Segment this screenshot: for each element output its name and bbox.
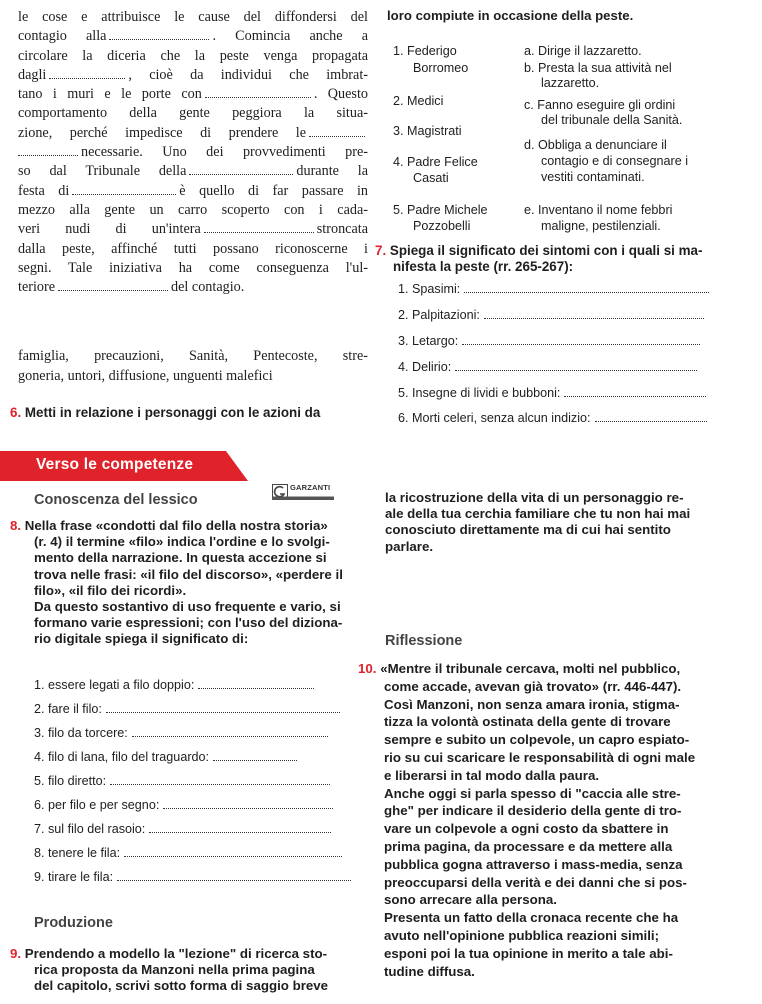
exercise-7: [375, 243, 755, 275]
action-item-cont: vestiti contaminati.: [541, 170, 645, 184]
blank-field[interactable]: [72, 182, 176, 195]
character-item: 4. Padre Felice: [393, 155, 478, 169]
exercise-text: parlare.: [385, 538, 434, 554]
answer-row: 1. Spasimi:: [398, 282, 754, 296]
section-heading-lessico: Conoscenza del lessico: [34, 492, 198, 508]
character-item: 2. Medici: [393, 94, 444, 108]
banner-title: Verso le competenze: [36, 456, 194, 473]
exercise-text: e liberarsi in tal modo dalla paura.: [384, 767, 600, 783]
answer-row: 3. Letargo:: [398, 334, 754, 348]
text-line: le cose e attribuisce le cause del diffondersi del: [18, 9, 368, 25]
blank-field[interactable]: [109, 27, 209, 40]
text-line: comportamento della gente peggiora la situa-: [18, 105, 368, 122]
blank-field[interactable]: [309, 124, 365, 137]
exercise-text: Anche oggi si parla spesso di "caccia alle stre-: [384, 785, 681, 801]
blank-field[interactable]: [189, 162, 293, 175]
answer-field[interactable]: [124, 846, 342, 857]
exercise-text: preoccuparsi della verità e dei danni che si pos-: [384, 874, 687, 890]
answer-row: 7. sul filo del rasoio:: [34, 822, 331, 836]
answer-row: 4. Delirio:: [398, 360, 754, 374]
text-line: zione, perché impedisce di prendere le: [18, 124, 368, 143]
exercise-text: Prendendo a modello la "lezione" di ricerca sto-: [24, 946, 328, 961]
exercise-text: avuto nell'opinione pubblica reazioni simili;: [384, 927, 660, 943]
exercise-text: nifesta la peste (rr. 265-267):: [393, 259, 574, 274]
text-line: festa di è quello di far passare in: [18, 182, 368, 199]
exercise-text: Nella frase «condotti dal filo della nostra storia»: [24, 518, 328, 533]
exercise-text: Spiega il significato dei sintomi con i quali si ma-: [389, 243, 703, 258]
exercise-text: filo», «il filo dei ricordi».: [34, 582, 187, 598]
action-item: b. Presta la sua attività nel: [524, 61, 672, 75]
answer-field[interactable]: [149, 822, 331, 833]
answer-row: 1. essere legati a filo doppio:: [34, 678, 314, 692]
word-bank-line: famiglia, precauzioni, Sanità, Pentecoste, stre-: [18, 348, 368, 364]
answer-row: 6. Morti celeri, senza alcun indizio:: [398, 411, 754, 425]
answer-field[interactable]: [484, 308, 704, 319]
garzanti-logo: [272, 484, 334, 500]
exercise-8: [10, 518, 370, 648]
exercise-number: 8.: [10, 518, 22, 533]
text-line: dagli , cioè da individui che imbrat-: [18, 66, 368, 83]
action-item: c. Fanno eseguire gli ordini: [524, 98, 676, 112]
word-bank-line: goneria, untori, diffusione, unguenti malefici: [18, 367, 273, 384]
blank-field[interactable]: [204, 220, 314, 233]
text-line: tano i muri e le porte con . Questo: [18, 86, 368, 103]
answer-row: 5. Insegne di lividi e bubboni:: [398, 386, 754, 400]
exercise-text: la ricostruzione della vita di un personaggio re-: [385, 490, 684, 505]
exercise-6: [10, 405, 370, 421]
exercise-text: conosciuto direttamente ma di cui hai sentito: [385, 522, 671, 538]
exercise-text: «Mentre il tribunale cercava, molti nel pubblico,: [380, 661, 681, 676]
answer-row: 3. filo da torcere:: [34, 726, 328, 740]
answer-field[interactable]: [163, 798, 333, 809]
exercise-text: vare un colpevole a ogni costo da sbattere in: [384, 821, 669, 837]
answer-field[interactable]: [132, 726, 328, 737]
exercise-text: rio digitale spiega il significato di:: [34, 631, 249, 647]
exercise-9: [10, 946, 370, 995]
exercise-text: Da questo sostantivo di uso frequente e vario, si: [34, 599, 341, 615]
text-line: necessarie. Uno dei provvedimenti pre-: [18, 143, 368, 162]
section-heading-riflessione: Riflessione: [385, 633, 463, 649]
answer-row: 2. fare il filo:: [34, 702, 340, 716]
exercise-text: Metti in relazione i personaggi con le azioni da: [24, 405, 321, 420]
text-line: dalla peste, affinché tutti possano riconoscerne i: [18, 240, 368, 257]
exercise-text: del capitolo, scrivi sotto forma di saggio breve: [34, 978, 329, 994]
exercise-number: 6.: [10, 405, 22, 420]
exercise-text: come accade, avevan già trovato» (rr. 446-447).: [384, 678, 682, 694]
text-line: so dal Tribunale della durante la: [18, 163, 368, 180]
cloze-text: [18, 8, 368, 297]
text-line: teriore del contagio.: [18, 279, 245, 296]
character-item: 1. Federigo: [393, 44, 457, 58]
action-item-cont: maligne, pestilenziali.: [541, 219, 661, 233]
exercise-text: formano varie espressioni; con l'uso del diziona-: [34, 615, 343, 631]
answer-field[interactable]: [564, 386, 706, 397]
exercise-text: pubblica gogna attraverso i mass-media, senza: [384, 856, 683, 872]
answer-field[interactable]: [110, 774, 330, 785]
action-item-cont: lazzaretto.: [541, 76, 600, 90]
answer-field[interactable]: [464, 282, 709, 293]
blank-field[interactable]: [205, 85, 311, 98]
exercise-text: sempre e subito un colpevole, un capro espiato-: [384, 732, 690, 748]
answer-field[interactable]: [462, 334, 700, 345]
action-item: e. Inventano il nome febbri: [524, 203, 673, 217]
action-item-cont: del tribunale della Sanità.: [541, 113, 683, 127]
section-heading-produzione: Produzione: [34, 915, 113, 931]
text-line: veri nudi di un'intera stroncata: [18, 221, 368, 238]
exercise-text: sono arrecare alla persona.: [384, 892, 557, 908]
blank-field[interactable]: [18, 143, 78, 156]
exercise-text: trova nelle frasi: «il filo del discorso», «perdere il: [34, 566, 343, 582]
text-line: mezzo alla gente un carro scoperto con i cada-: [18, 201, 368, 218]
exercise-number: 7.: [375, 243, 387, 258]
text-line: circolare la diceria che la peste venga propagata: [18, 47, 368, 64]
answer-row: 9. tirare le fila:: [34, 870, 351, 884]
exercise-text: esponi poi la tua opinione in merito a tale abi-: [384, 945, 673, 961]
character-item-cont: Pozzobelli: [413, 219, 471, 233]
logo-text: GARZANTI: [290, 483, 331, 492]
answer-row: 4. filo di lana, filo del traguardo:: [34, 750, 297, 764]
character-item-cont: Casati: [413, 171, 449, 185]
exercise-text: prima pagina, da processare e da mettere alla: [384, 838, 673, 854]
exercise-text: Così Manzoni, non senza amara ironia, stigma-: [384, 696, 680, 712]
logo-text: LINGUISTICA: [290, 491, 327, 497]
blank-field[interactable]: [49, 66, 125, 79]
exercise-text: tizza la volontà ostinata della gente di trovare: [384, 714, 671, 730]
answer-row: 6. per filo e per segno:: [34, 798, 333, 812]
answer-field[interactable]: [455, 360, 697, 371]
exercise-text: Presenta un fatto della cronaca recente che ha: [384, 910, 679, 926]
action-item-cont: contagio e di consegnare i: [541, 154, 689, 168]
exercise-text: ghe" per indicare il desiderio della gente di tro-: [384, 803, 682, 819]
exercise-9-continuation: [385, 490, 757, 555]
answer-field[interactable]: [213, 750, 297, 761]
character-item: 5. Padre Michele: [393, 203, 488, 217]
answer-field[interactable]: [595, 411, 707, 422]
exercise-number: 10.: [358, 661, 377, 676]
exercise-text: mento della narrazione. In questa accezione si: [34, 550, 327, 566]
blank-field[interactable]: [58, 278, 168, 291]
answer-field[interactable]: [198, 678, 314, 689]
answer-row: 2. Palpitazioni:: [398, 308, 754, 322]
exercise-text: rio su cui scaricare le responsabilità di ogni male: [384, 749, 696, 765]
exercise-number: 9.: [10, 946, 22, 961]
answer-row: 8. tenere le fila:: [34, 846, 342, 860]
text-line: segni. Tale iniziativa ha come conseguenza l'ul-: [18, 259, 368, 276]
character-item: 3. Magistrati: [393, 124, 462, 138]
answer-field[interactable]: [117, 870, 351, 881]
answer-field[interactable]: [106, 702, 340, 713]
answer-row: 5. filo diretto:: [34, 774, 330, 788]
exercise-10: [358, 660, 758, 980]
text-line: contagio alla . Comincia anche a: [18, 28, 368, 45]
word-bank: [18, 347, 368, 386]
exercise-6-continuation: loro compiute in occasione della peste.: [387, 8, 634, 23]
exercise-text: rica proposta da Manzoni nella prima pagina: [34, 962, 315, 978]
character-item-cont: Borromeo: [413, 61, 469, 75]
action-item: d. Obbliga a denunciare il: [524, 138, 667, 152]
exercise-text: tudine diffusa.: [384, 963, 475, 979]
exercise-text: (r. 4) il termine «filo» indica l'ordine e lo svolgi-: [34, 534, 330, 550]
action-item: a. Dirige il lazzaretto.: [524, 44, 642, 58]
exercise-text: ale della tua cerchia familiare che tu non hai mai: [385, 506, 691, 522]
